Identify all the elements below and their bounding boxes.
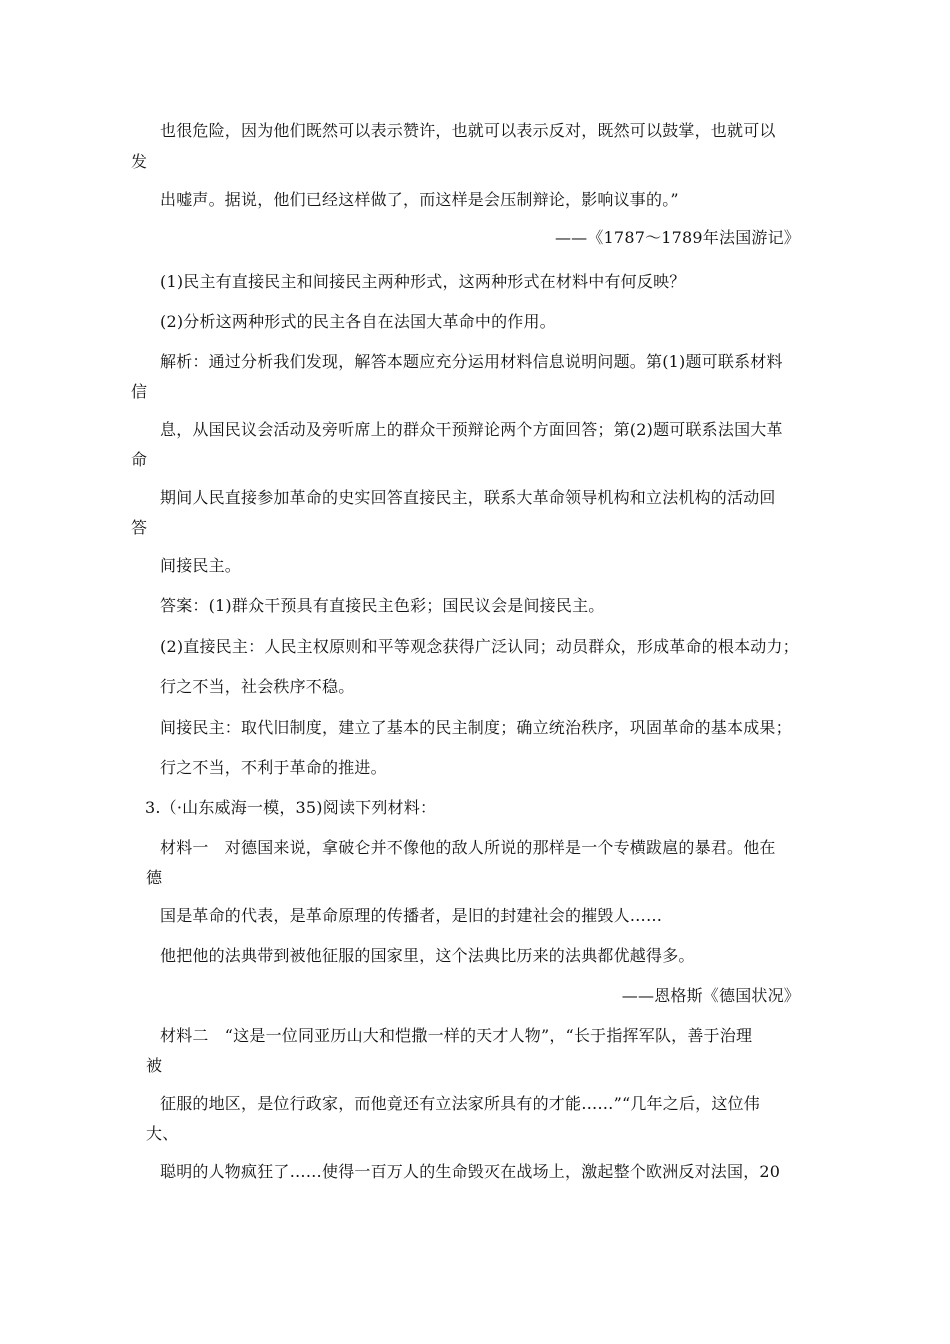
text-line: 国是革命的代表，是革命原理的传播者，是旧的封建社会的摧毁人…… (160, 906, 663, 925)
text-line: 被 (146, 1056, 163, 1075)
text-line: 命 (131, 450, 148, 469)
question-line: (1)民主有直接民主和间接民主两种形式，这两种形式在材料中有何反映？ (160, 272, 686, 291)
citation-line: ——恩格斯《德国状况》 (621, 986, 800, 1005)
text-line: 也很危险，因为他们既然可以表示赞许，也就可以表示反对，既然可以鼓掌，也就可以 (160, 121, 776, 140)
text-line: 息，从国民议会活动及旁听席上的群众干预辩论两个方面回答；第(2)题可联系法国大革 (160, 420, 783, 439)
analysis-line: 解析：通过分析我们发现，解答本题应充分运用材料信息说明问题。第(1)题可联系材料 (160, 352, 783, 371)
text-line: 德 (146, 868, 163, 887)
text-line: 他把他的法典带到被他征服的国家里，这个法典比历来的法典都优越得多。 (160, 946, 695, 965)
text-line: 发 (131, 152, 148, 171)
text-line: 期间人民直接参加革命的史实回答直接民主，联系大革命领导机构和立法机构的活动回 (160, 488, 776, 507)
text-line: 大、 (146, 1124, 179, 1143)
answer-line: 行之不当，社会秩序不稳。 (160, 677, 355, 696)
text-line: 征服的地区，是位行政家，而他竟还有立法家所具有的才能……”“几年之后，这位伟 (160, 1094, 760, 1113)
text-line: 答 (131, 518, 148, 537)
answer-line: 间接民主：取代旧制度，建立了基本的民主制度；确立统治秩序，巩固革命的基本成果； (160, 718, 792, 737)
material-line: 材料一 对德国来说，拿破仑并不像他的敌人所说的那样是一个专横跋扈的暴君。他在 (160, 838, 776, 857)
question-line: (2)分析这两种形式的民主各自在法国大革命中的作用。 (160, 312, 556, 331)
material-line: 材料二 “这是一位同亚历山大和恺撒一样的天才人物”，“长于指挥军队，善于治理 (160, 1026, 753, 1045)
text-line: 出嘘声。据说，他们已经这样做了，而这样是会压制辩论，影响议事的。” (160, 190, 679, 209)
answer-line: 行之不当，不利于革命的推进。 (160, 758, 387, 777)
answer-line: 答案：(1)群众干预具有直接民主色彩；国民议会是间接民主。 (160, 596, 605, 615)
text-line: 间接民主。 (160, 556, 242, 575)
citation-line: ——《1787～1789年法国游记》 (554, 228, 800, 247)
text-line: 聪明的人物疯狂了……使得一百万人的生命毁灭在战场上，激起整个欧洲反对法国，20 (160, 1162, 781, 1181)
answer-line: (2)直接民主：人民主权原则和平等观念获得广泛认同；动员群众，形成革命的根本动力； (160, 637, 799, 656)
question-heading: 3.（·山东威海一模，35)阅读下列材料： (145, 798, 437, 817)
text-line: 信 (131, 382, 148, 401)
